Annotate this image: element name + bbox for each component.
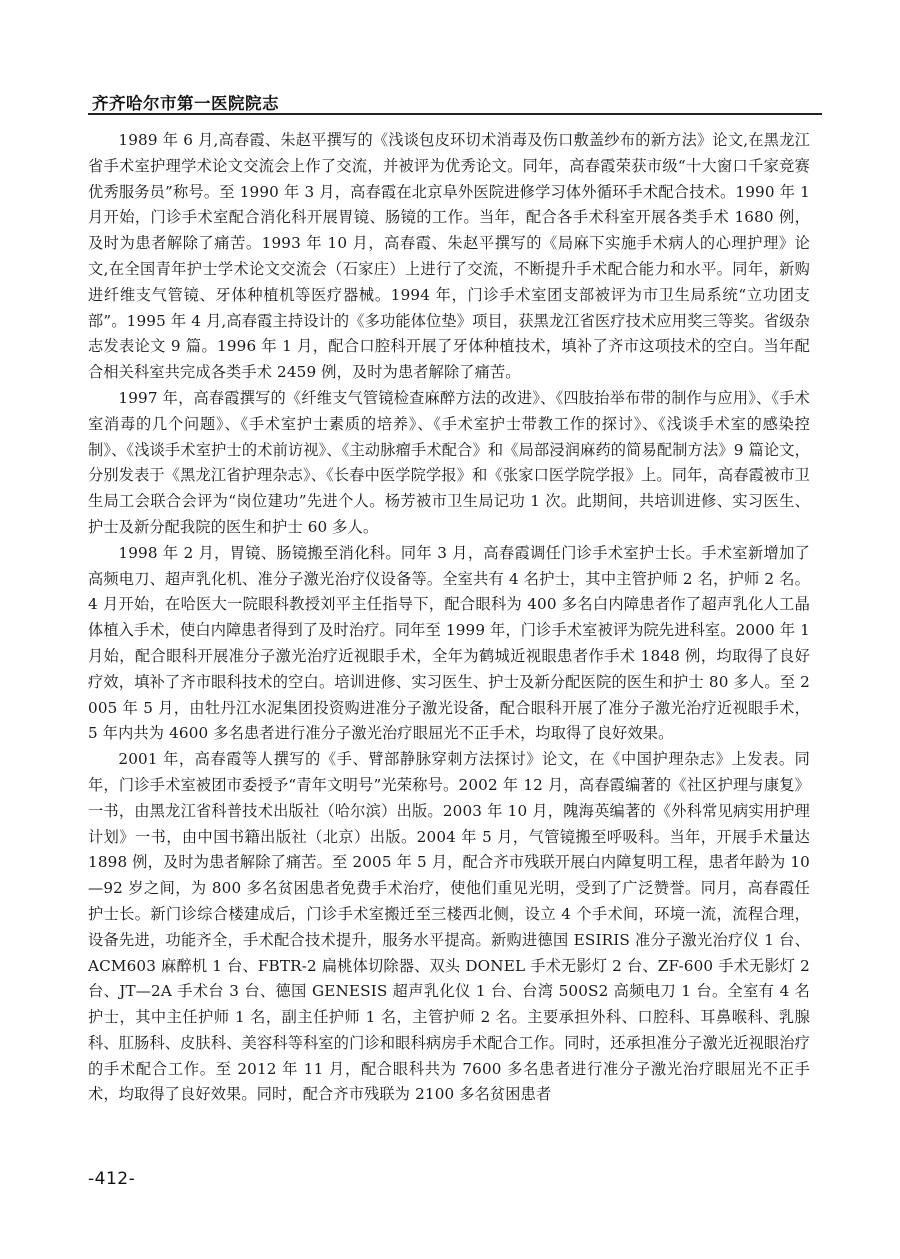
paragraph-1998: 1998 年 2 月，胃镜、肠镜搬至消化科。同年 3 月，高春霞调任门诊手术室护士长。手术室新增加了高频电刀、超声乳化机、准分子激光治疗仪设备等。全室共有 4 名护士，其中主管护师 2 名，护师 2 名。4 月开始，在哈医大一院眼科教授刘平主任指导下，配合眼科为 400 多名白内障患者作了超声乳化人工晶体植入手术，使白内障患者得到了及时治疗。同年至 1999 年，门诊手术室被评为院先进科室。2000 年 1 月始，配合眼科开展准分子激光治疗近视眼手术，全年为鹤城近视眼患者作手术 1848 例，均取得了良好疗效，填补了齐市眼科技术的空白。培训进修、实习医生、护士及新分配医院的医生和护士 80 多人。至 2005 年 5 月，由牡丹江水泥集团投资购进准分子激光设备，配合眼科开展了准分子激光治疗近视眼手术，5 年内共为 4600 多名患者进行准分子激光治疗眼屈光不正手术，均取得了良好效果。 [88,543,810,743]
paragraph-2001: 2001 年，高春霞等人撰写的《手、臂部静脉穿刺方法探讨》论文，在《中国护理杂志》上发表。同年，门诊手术室被团市委授予“青年文明号”光荣称号。2002 年 12 月，高春霞编著的《社区护理与康复》一书，由黑龙江省科普技术出版社（哈尔滨）出版。2003 年 10 月，隗海英编著的《外科常见病实用护理计划》一书，由中国书籍出版社（北京）出版。2004 年 5 月，气管镜搬至呼吸科。当年，开展手术量达 1898 例，及时为患者解除了痛苦。至 2005 年 5 月，配合齐市残联开展白内障复明工程，患者年龄为 10—92 岁之间，为 800 多名贫困患者免费手术治疗，使他们重见光明，受到了广泛赞誉。同月，高春霞任护士长。新门诊综合楼建成后，门诊手术室搬迁至三楼西北侧，设立 4 个手术间，环境一流，流程合理，设备先进，功能齐全，手术配合技术提升，服务水平提高。新购进德国 ESIRIS 准分子激光治疗仪 1 台、ACM603 麻醉机 1 台、FBTR-2 扁桃体切除器、双头 DONEL 手术无影灯 2 台、ZF-600 手术无影灯 2 台、JT—2A 手术台 3 台、德国 GENESIS 超声乳化仪 1 台、台湾 500S2 高频电刀 1 台。全室有 4 名护士，其中主任护师 1 名，副主任护师 1 名，主管护师 2 名。主要承担外科、口腔科、耳鼻喉科、乳腺科、肛肠科、皮肤科、美容科等科室的门诊和眼科病房手术配合工作。同时，还承担准分子激光近视眼治疗的手术配合工作。至 2012 年 11 月，配合眼科共为 7600 多名患者进行准分子激光治疗眼屈光不正手术，均取得了良好效果。同时，配合齐市残联为 2100 多名贫困患者 [88,750,810,1104]
body-text [88,128,810,1108]
paragraph-1989: 1989 年 6 月,高春霞、朱赵平撰写的《浅谈包皮环切术消毒及伤口敷盖纱布的新方法》论文,在黑龙江省手术室护理学术论文交流会上作了交流，并被评为优秀论文。同年，高春霞荣获市级“十大窗口千家竞赛优秀服务员”称号。至 1990 年 3 月，高春霞在北京阜外医院进修学习体外循环手术配合技术。1990 年 1 月开始，门诊手术室配合消化科开展胃镜、肠镜的工作。当年，配合各手术科室开展各类手术 1680 例，及时为患者解除了痛苦。1993 年 10 月，高春霞、朱赵平撰写的《局麻下实施手术病人的心理护理》论文,在全国青年护士学术论文交流会（石家庄）上进行了交流，不断提升手术配合能力和水平。同年，新购进纤维支气管镜、牙体种植机等医疗器械。1994 年，门诊手术室团支部被评为市卫生局系统“立功团支部”。1995 年 4 月,高春霞主持设计的《多功能体位垫》项目，获黑龙江省医疗技术应用奖三等奖。省级杂志发表论文 9 篇。1996 年 1 月，配合口腔科开展了牙体种植技术，填补了齐市这项技术的空白。当年配合相关科室共完成各类手术 2459 例，及时为患者解除了痛苦。 [88,131,810,382]
book-title: 齐齐哈尔市第一医院院志 [92,94,279,113]
page-number: -412- [88,1169,136,1189]
header-rule [88,113,822,115]
paragraph-1997: 1997 年，高春霞撰写的《纤维支气管镜检查麻醉方法的改进》、《四肢抬举布带的制作与应用》、《手术室消毒的几个问题》、《手术室护士素质的培养》、《手术室护士带教工作的探讨》、《浅谈手术室的感染控制》、《浅谈手术室护士的术前访视》、《主动脉瘤手术配合》和《局部浸润麻药的简易配制方法》9 篇论文，分别发表于《黑龙江省护理杂志》、《长春中医学院学报》和《张家口医学院学报》上。同年，高春霞被市卫生局工会联合会评为“岗位建功”先进个人。杨芳被市卫生局记功 1 次。此期间，共培训进修、实习医生、护士及新分配我院的医生和护士 60 多人。 [88,388,810,536]
running-header [88,88,822,114]
